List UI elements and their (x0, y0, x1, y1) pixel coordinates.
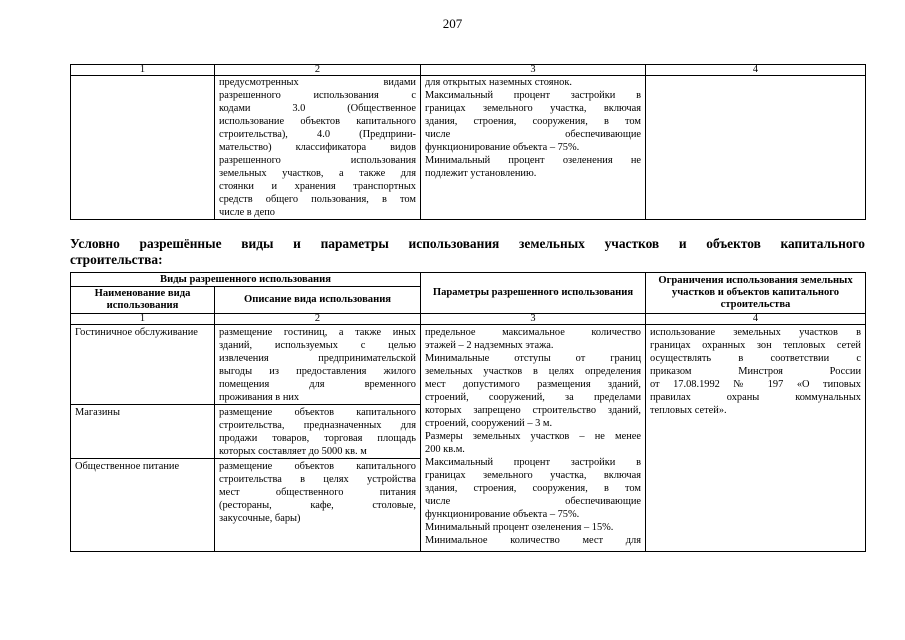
text-line: тепловых сетей». (650, 405, 727, 416)
continuation-table (70, 64, 866, 220)
column-number: 2 (215, 314, 421, 325)
text-line: приказом Минстроя России (650, 366, 861, 377)
text-line: помещения для временного (219, 379, 416, 390)
use-description (215, 405, 421, 459)
text-line: числе обеспечивающие (425, 129, 641, 140)
text-line: от 17.08.1992 № 197 «О типовых (650, 379, 861, 390)
text-line: выгоды из предоставления жилого (219, 366, 416, 377)
column-number: 4 (646, 65, 866, 76)
text-line: строительства в целях устройства (219, 474, 416, 485)
parameters-cell (421, 76, 646, 220)
text-line: Минимальные отступы от границ (425, 353, 641, 364)
header-parameters: Параметры разрешенного использования (421, 273, 646, 314)
use-name: Магазины (71, 405, 215, 459)
text-line: размещение объектов капитального (219, 461, 416, 472)
text-line: функционирование объекта – 75%. (425, 509, 580, 520)
text-line: правилах охраны коммунальных (650, 392, 861, 403)
text-line: строительства), 4.0 (Предприни- (219, 129, 416, 140)
header-name: Наименование вида использования (71, 287, 215, 314)
table-row (71, 76, 866, 220)
text-line: подлежит установлению. (425, 168, 537, 179)
header-limits: Ограничения использования земельных участков и объектов капитального строительства (646, 273, 866, 314)
text-line: (рестораны, кафе, столовые, (219, 500, 416, 511)
text-line: которых составляет до 5000 кв. м (219, 446, 367, 457)
conditional-uses-table (70, 272, 866, 552)
column-number: 1 (71, 65, 215, 76)
description-cell (215, 76, 421, 220)
text-line: продажи товаров, торговая площадь (219, 433, 416, 444)
table-row (71, 325, 866, 405)
section-title (70, 236, 865, 268)
use-description (215, 459, 421, 552)
header-group: Виды разрешенного использования (71, 273, 421, 287)
text-line: осуществлять в соответствии с (650, 353, 861, 364)
text-line: стоянки и хранения транспортных (219, 181, 416, 192)
text-line: земельных участков в целях определения (425, 366, 641, 377)
text-line: мательство) классификатора видов (219, 142, 416, 153)
empty-cell (646, 76, 866, 220)
text-line: предусмотренных видами (219, 77, 416, 88)
text-line: использование объектов капитального (219, 116, 416, 127)
text-line: строительства, предназначенных для (219, 420, 416, 431)
text-line: здания, строения, сооружения, в том (425, 483, 641, 494)
text-line: средств общего пользования, в том (219, 194, 416, 205)
text-line: извлечения предпринимательской (219, 353, 416, 364)
text-line: мест допустимого размещения зданий, (425, 379, 641, 390)
text-line: Минимальный процент озеленения – 15%. (425, 522, 614, 533)
text-line: предельное максимальное количество (425, 327, 641, 338)
column-number-row (71, 65, 866, 76)
text-line: использование земельных участков в (650, 327, 861, 338)
text-line: строений, сооружений, за пределами (425, 392, 641, 403)
text-line: Максимальный процент застройки в (425, 90, 641, 101)
header-row (71, 273, 866, 287)
column-number: 3 (421, 314, 646, 325)
text-line: зданий, используемых с целью (219, 340, 416, 351)
text-line: границах охранных зон тепловых сетей (650, 340, 861, 351)
text-line: закусочные, бары) (219, 513, 301, 524)
text-line: числе обеспечивающие (425, 496, 641, 507)
title-line: строительства: (70, 252, 163, 267)
text-line: земельных участков, а также для (219, 168, 416, 179)
header-description: Описание вида использования (215, 287, 421, 314)
empty-cell (71, 76, 215, 220)
text-line: Максимальный процент застройки в (425, 457, 641, 468)
text-line: мест общественного питания (219, 487, 416, 498)
text-line: границах земельного участка, включая (425, 470, 641, 481)
text-line: строений, сооружений – 3 м. (425, 418, 553, 429)
limits-cell (646, 325, 866, 552)
text-line: Минимальное количество мест для (425, 535, 641, 546)
text-line: 200 кв.м. (425, 444, 465, 455)
column-number-row (71, 314, 866, 325)
text-line: функционирование объекта – 75%. (425, 142, 580, 153)
column-number: 4 (646, 314, 866, 325)
text-line: разрешенного использования с (219, 90, 416, 101)
text-line: этажей – 2 надземных этажа. (425, 340, 554, 351)
text-line: числе в депо (219, 207, 275, 218)
page-number: 207 (442, 16, 463, 31)
text-line: проживания в них (219, 392, 300, 403)
text-line: которых запрещено строительство зданий, (425, 405, 641, 416)
use-description (215, 325, 421, 405)
text-line: Размеры земельных участков – не менее (425, 431, 641, 442)
column-number: 1 (71, 314, 215, 325)
title-line: Условно разрешённые виды и параметры использования земельных участков и объектов капитального (70, 236, 865, 251)
text-line: размещение гостиниц, а также иных (219, 327, 416, 338)
use-name: Общественное питание (71, 459, 215, 552)
text-line: границах земельного участка, включая (425, 103, 641, 114)
column-number: 3 (421, 65, 646, 76)
text-line: для открытых наземных стоянок. (425, 77, 572, 88)
parameters-cell (421, 325, 646, 552)
text-line: разрешенного использования (219, 155, 416, 166)
text-line: размещение объектов капитального (219, 407, 416, 418)
column-number: 2 (215, 65, 421, 76)
text-line: Минимальный процент озеленения не (425, 155, 641, 166)
use-name: Гостиничное обслуживание (71, 325, 215, 405)
text-line: кодами 3.0 (Общественное (219, 103, 416, 114)
text-line: здания, строения, сооружения, в том (425, 116, 641, 127)
